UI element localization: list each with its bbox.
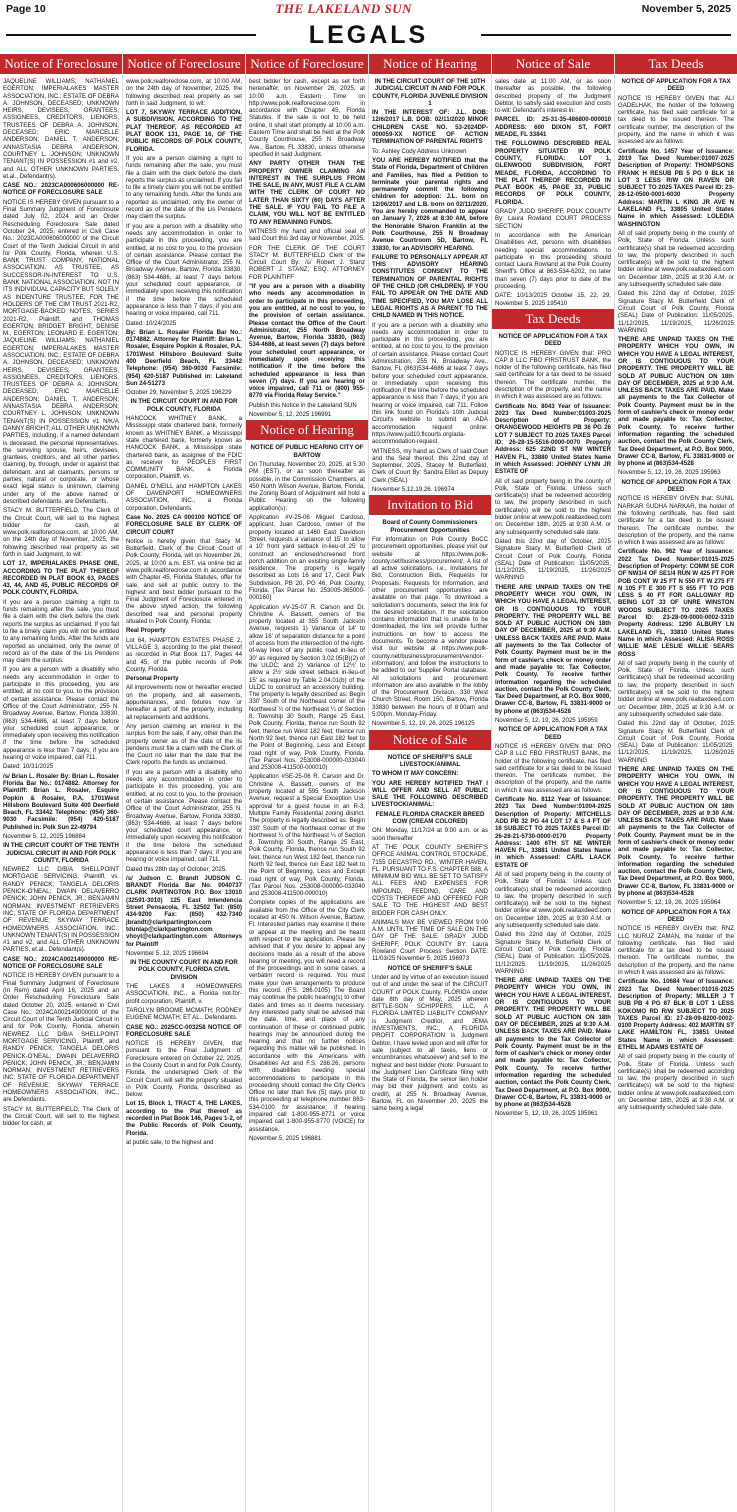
notice-paragraph: On Thursday, November 20, 2025, at 5:30 PM (EST), or as soon thereafter as possible, in the Commission Chambers, at 450 North Wilson Avenue, Bartow, Florida, the Zoning Board of Adjustment will hold a Public Hearing on the following application(s):: [249, 460, 365, 512]
notice-paragraph: FEMALE FLORIDA CRACKER BREED COW (CREAM COLORED): [375, 810, 485, 826]
page-header: [0, 0, 737, 18]
notice-paragraph: GRADY JUDD SHERIFF, POLK COUNTY By: Laura Rowland COURT PROCESS SECTION: [495, 208, 611, 230]
notice-paragraph: Personal Property: [126, 675, 179, 683]
notice-paragraph: DATE: 10/13/2025 October 15, 22, 29, November 5, 2025 195410: [495, 292, 611, 307]
notice-paragraph: THE FOLLOWING DESCRIBED REAL PROPERTY SITUATED IN POLK COUNTY, FLORIDA: LOT 1, GLENWOOD SUBDIVISION, FORT MEADE, FLORIDA, ACCORDING TO THE PLAT THEREOF RECORDED IN PLAT BOOK 45, PAGE 33, PUBLIC RECORDS OF POLK COUNTY, FLORIDA.: [495, 140, 611, 206]
notice-paragraph: TO WHOM IT MAY CONCERN:: [372, 770, 459, 778]
notice-paragraph: All improvements now or hereafter erected on the property, and all easements, appurtenances, and fixtures now or hereafter a part of the property, including all replacements and additions.: [126, 684, 242, 721]
notice-paragraph: Dated this 22nd day of October, 2025 Signature Stacy M. Butterfield Clerk of Circuit Court of Polk County, Florida (SEAL) Date of Publication: 11/05/2025, 11/12/2025, 11/19/2025, 11/26/2025 WARNING: [618, 290, 734, 334]
notice-paragraph: Dated this 22nd day of October, 2025 Signature Stacy M. Butterfield Clerk of Circuit Court of Polk County, Florida (SEAL) Date of Publication: 11/05/2025, 11/12/2025, 11/19/2025, 11/26/2025 WARNING: [618, 720, 734, 764]
notice-paragraph: Application #V-25-06 Miguel Cardoso, applicant, Juan Cardoso, owner of the property located at 1460 East Davidson Street, requests a variance of 15' to allow a 10' front yard setback in-lieu-of 25' to construct an enclosed/screened front porch addition on an existing single-family residence. The property is legally described as Lots 16 and 17, Cecil Park Subdivision, PB 20, PG 46, Polk County, Florida. (Tax Parcel No. 253005-365000-000160): [249, 514, 365, 602]
legal-column: [369, 54, 492, 1512]
notice-paragraph: YOU ARE HEREBY NOTIFIED THAT I WILL OFFER AND SELL AT PUBLIC SALE THE FOLLOWING DESCRIBED LIVESTOCK/ANIMAL:: [372, 779, 488, 809]
notice-paragraph: HANCOCK WHITNEY BANK, a Mississippi state chartered bank, formerly known as WHITNEY BANK, a Mississippi state chartered bank, formerly known as HANCOCK BANK, a Mississippi state chartered bank, as assignee of the FDIC as receiver for PEOPLES FIRST COMMUNITY BANK, a Florida corporation, Plaintiff, vs.: [126, 415, 242, 481]
notice-paragraph: If you are a person claiming a right to funds remaining after the sale, you must file a claim with the clerk before the clerk reports the surplus as unclaimed. If you fail to file a timely claim you will not be entitled to any remaining funds. After the funds are reported as unclaimed, only the owner of record as of the date of the Lis Pendens may claim the surplus.: [3, 598, 119, 665]
notice-paragraph: /s/ Brian L. Rosaler By: Brian L. Rosaler Florida Bar No.: 0174882. Attorney for Plaintiff: Brian L. Rosaler, Esquire Popkin & Rosaler, P.A. 1701West Hillsboro Boulevard Suite 400 Deerfield Beach, FL 33442 Telephone: (954) 360-9030 Facsimile: (954) 420-5187 Published in: Polk Sun 22-49794: [3, 772, 119, 831]
notice-paragraph: If you are a person with a disability who needs any accommodation in order to participate in this proceeding, you are entitled, at no cost to you, to the provision of certain assistance. Please contact the Office of the Court Administrator, 255 N. Broadway Avenue, Bartow, Florida 33830, (863) 534-4686, at least 7 days before your scheduled court appearance, or immediately upon receiving this notification if the time before the scheduled appearance is less than 7 days; if you are hearing or voice impaired, call 711.: [3, 666, 119, 762]
notice-paragraph: THERE ARE UNPAID TAXES ON THE PROPERTY WHICH YOU OWN, IN WHICH YOU HAVE A LEGAL INTEREST, OR IS CONTIGUOUS TO YOUR PROPERTY. THE PROPERTY WILL BE SOLD AT PUBLIC AUCTION ON 18th DAY OF DECEMBER, 2025 at 9:30 A.M. UNLESS BACK TAXES ARE PAID. Make all payments to the Tax Collector of Polk County. Payment must be in the form of cashier's check or money order and made payable to: Tax Collector, Polk County. To receive further information regarding the scheduled auction, contact the Polk County Clerk, Tax Deed Department, at P.O. Box 9000, Drawer CC-8, Bartow, FL 33831-9000 or by phone at (863)534-4528: [618, 766, 734, 898]
notice-paragraph: NOTICE OF SHERIFF'S SALE: [387, 964, 473, 972]
notice-paragraph: STACY M. BUTTERFIELD, The Clerk of the Circuit Court, will sell to the highest bidder for cash, at: [3, 1105, 119, 1128]
issue-date: November 5, 2025: [641, 3, 731, 15]
banner-rule-right: [481, 34, 731, 36]
notice-paragraph: If you are a person with a disability who needs any accommodation in order to participate in this proceeding, you are entitled, at no cost to you, to the provision of certain assistance. Please contact the Office of the Court Administrator, 255 N. Broadway Avenue, Bartow, Florida 33830, (863) 534-4686, at least 7 days before your scheduled court appearance, or immediately upon receiving this notification if the time before the scheduled appearance is less than 7 days; if you are hearing or voice impaired, call 711.: [126, 222, 242, 318]
notice-paragraph: NOTICE OF PUBLIC HEARING CITY OF BARTOW: [250, 444, 364, 459]
column-heading: Notice of Foreclosure: [246, 54, 368, 74]
notice-paragraph: All of said property being in the county of Polk, State of Florida. Unless such certificate(s) shall be redeemed according to law, the property described in such certificate(s) will be sold to the highest bidder online at www.polk.realtaxdeed.com on: December 18th, 2025 at 9:30 A.M. or any subsequently scheduled sale date.: [495, 870, 611, 930]
section-banner: [0, 20, 737, 50]
section-heading: Invitation to Bid: [369, 495, 491, 515]
column-heading: Notice of Foreclosure: [123, 54, 245, 74]
notice-paragraph: CASE NO.: 2024CA002149000000 RE-NOTICE OF FORECLOSURE SALE: [3, 955, 119, 971]
notice-paragraph: CASE NO.: 2025CC-003258 NOTICE OF FORECLOSURE SALE: [126, 1023, 242, 1038]
notice-paragraph: November 5, 12, 2025 196694: [126, 949, 209, 957]
notice-paragraph: If you are a person claiming a right to funds remaining after the sale, you must file a claim with the clerk before the clerk reports the surplus as unclaimed. If you fail to file a timely claim you will not be entitled to any remaining funds. After the funds are reported as unclaimed, only the owner of record as of the date of the Lis Pendens may claim the surplus.: [126, 154, 242, 221]
notice-paragraph: Complete copies of the applications are available from the Office of the City Clerk located at 450 N. Wilson Avenue, Bartow, Fl. Interested parties may examine it there or appear at the meeting and be heard with respect to the application. Please be advised that if you desire to appeal any decisions made as a result of the above hearing or meeting, you will need a record of the proceedings and in some cases, a verbatim record is required. You must make your own arrangements to produce this record. (F.S. 286.0105) The Board may continue the public hearing(s) to other dates and times as it deems necessary. Any interested party shall be advised that the date, time, and place of any continuation of these or continued public hearings may be announced during the hearing and that no further notices regarding this matter will be published. In accordance with the Americans with Disabilities Act and F.S. 286.26, persons with disabilities needing special accommodations to participate in this proceeding should contact the City Clerk's Office no later than five (5) days prior to this proceeding at telephone number 863-534-0100 for assistance; if hearing impaired call 1-800-955-8771 or voice impaired call 1-800-955-8770 (VOICE) for assistance.: [249, 899, 365, 1133]
notice-paragraph: NOTICE IS HEREBY GIVEN, that pursuant to the Final Judgment of Foreclosure entered on October 22, 2025, in the County Court in and for Polk County, Florida, the undersigned Clerk of the Circuit Court, will sell the property situated in Polk County, Florida, described as below:: [126, 1040, 242, 1099]
notice-paragraph: Lot 64, HAMPTON ESTATES PHASE 2, VILLAGE 3, according to the plat thereof as recorded in Plat Book 117, Pages 44 and 45, of the public records of Polk County, Florida.: [126, 636, 242, 673]
notice-paragraph: Notice is hereby given that Stacy M. Butterfield, Clerk of the Circuit Court of Polk County, Florida, will on November 26, 2025, at 10:00 a.m. EST, via online bid at www.polk.realforeclose.com in accordance with Chapter 45, Florida Statutes, offer for sale, and sell at public outcry to the highest and best bidder pursuant to the Final Judgment of Foreclosure entered in the above styled action, the following described real and personal property situated in Polk County, Florida:: [126, 537, 242, 626]
section-heading: Tax Deeds: [492, 309, 614, 329]
notice-paragraph: November 5, 12, 19, 26, 2025 195961: [495, 1110, 598, 1118]
notice-paragraph: NOTICE OF APPLICATION FOR A TAX DEED: [621, 78, 731, 93]
notice-paragraph: November 5, 2025 196881: [249, 1134, 322, 1142]
notice-paragraph: Under and by virtue of an execution issued out of and under the seal of the CIRCUIT COURT of POLK County, FLORIDA under date 8th day of May, 2025 wherein BITTLE-SON SCHIPPERS, LLC, A FLORIDA LIMITED LIABILITY COMPANY is Judgment Creditor, and JEMA INVESTMENTS, INC., A FLORIDA PROFIT CORPORATION is Judgment Debtor, I have levied upon and will offer for sale (subject to all taxes, liens or encumbrances whatsoever) and sell to the highest and best bidder (Note: Pursuant to the Judgment Lien Certificate filing with the State of Florida, the senior lien holder may bid their judgment and costs as credit), at 255 N. Broadway Avenue, Bartow, FL on November 20, 2025 the same being a legal: [372, 973, 488, 1113]
notice-paragraph: THE LAKES II HOMEOWNERS ASSOCIATION, INC., a Florida not-for-profit corporation, Plaintiff, v.: [126, 983, 242, 1005]
notice-paragraph: Board of County Commissioners Procurement Opportunities: [382, 519, 478, 534]
notice-paragraph: THERE ARE UNPAID TAXES ON THE PROPERTY WHICH YOU OWN, IN WHICH YOU HAVE A LEGAL INTEREST, OR IS CONTIGUOUS TO YOUR PROPERTY. THE PROPERTY WILL BE SOLD AT PUBLIC AUCTION ON 18th DAY OF DECEMBER, 2025 at 9:30 A.M. UNLESS BACK TAXES ARE PAID. Make all payments to the Tax Collector of Polk County. Payment must be in the form of cashier's check or money order and made payable to: Tax Collector, Polk County. To receive further information regarding the scheduled auction, contact the Polk County Clerk, Tax Deed Department, at P.O. Box 9000, Drawer CC-8, Bartow, FL 33831-9000 or by phone at (863)534-4528: [495, 583, 611, 715]
legal-column: [492, 54, 615, 1512]
legal-column: [615, 54, 737, 1512]
notice-text: [126, 78, 242, 1146]
newspaper-name: THE LAKELAND SUN: [275, 1, 412, 16]
notice-paragraph: WITNESS my hand and official seal of said Court this 3rd day of November, 2025.: [249, 227, 365, 243]
notice-paragraph: www.polk.realforeclose.com, at 10:00 AM, on the 24th day of November, 2025, the following described real property as set forth in said Judgment, to wit:: [126, 78, 242, 107]
notice-paragraph: To: Ashley Cody Address Unknown: [372, 147, 467, 155]
notice-paragraph: THERE ARE UNPAID TAXES ON THE PROPERTY WHICH YOU OWN, IN WHICH YOU HAVE A LEGAL INTEREST, OR IS CONTIGUOUS TO YOUR PROPERTY. THE PROPERTY WILL BE SOLD AT PUBLIC AUCTION ON 18th DAY OF DECEMBER, 2025 at 9:30 A.M. UNLESS BACK TAXES ARE PAID. Make all payments to the Tax Collector of Polk County. Payment must be in the form of cashier's check or money order and made payable to: Tax Collector, Polk County. To receive further information regarding the scheduled auction, contact the Polk County Clerk, Tax Deed Department, at P.O. Box 9000, Drawer CC-8, Bartow, FL 33831-9000 or by phone at (863)534-4528: [618, 336, 734, 468]
notice-paragraph: ANIMALS MAY BE VIEWED FROM 9:00 A.M. UNTIL THE TIME OF SALE ON THE DAY OF THE SALE. GRADY JUDD SHERIFF, POLK COUNTY BY: Laura Rowland Court Process Section DATE: 11/03/25 November 5, 2025 196973: [372, 918, 488, 963]
notice-paragraph: LOT 7, SKYWAY TERRACE ADDITION, A SUBDIVISION, ACCORDING TO THE PLAT THEREOF, AS RECORDED AT PLAT BOOK 131, PAGE 16, OF THE PUBLIC RECORDS OF POLK COUNTY, FLORIDA.: [126, 109, 242, 153]
page-number: Page 10: [6, 3, 46, 15]
notice-paragraph: IN THE COUNTY COURT IN AND FOR POLK COUNTY, FLORIDA CIVIL DIVISION: [130, 959, 238, 981]
notice-paragraph: STACY M. BUTTERFIELD, The Clerk of the Circuit Court, will sell to the highest bidder for cash, at www.polk.realforeclose.com, at 10:00 AM, on the 24th day of November, 2025, the following described real property as set forth in said Judgment, to wit:: [3, 507, 119, 558]
notice-paragraph: For information on Polk County BoCC procurement opportunities, please visit our website at https://www.polk-county.net/business/procurement/. A list of all active solicitations, i.e., Invitations for Bid, Construction Bids, Requests for Proposals, Requests for Information, and other procurement opportunities are available on that page. To download a solicitation's documents, select the link for the desired solicitation. If the solicitation contains information that is unable to be downloaded, the link will provide further instructions on how to access the documents. To become a vendor please visit our website at https://www.polk-county.net/business/procurement/vendor-information/, and follow the instructions to be added to our Supplier Portal database. All solicitations and procurement information are also available in the lobby of the Procurement Division, 330 West Church Street, Room 150, Bartow, Florida 33830 between the hours of 8:00am and 5:00pm, Monday-Friday.: [372, 535, 488, 719]
notice-paragraph: Application #SE-25-06 R. Carson and Dr. Christine A. Bassett, owners of the property located at 595 South Jackson Avenue, request a Special Exception Use approval for a guest house in an R-3, Multiple Family Residential zoning district. The property is legally described as: Begin 330' South of the Northeast corner of the Northwest ¼ of the Northeast ¼ of Section 8, Township 30 South, Range 25 East, Polk County, Florida, thence run South 92 feet, thence run West 182 feet, thence run North 92 feet, thence run East 182 feet to the Point of Beginning, Less and Except road right of way, Polk County, Florida. (Tax Parcel Nos. 253008-000000-033040 and 253008-411500-000010): [249, 773, 365, 898]
notice-paragraph: NOTICE OF APPLICATION FOR A TAX DEED: [498, 332, 608, 348]
legal-column: [246, 54, 369, 1512]
notice-paragraph: NOTICE OF SHERIFF'S SALE LIVESTOCK/ANIMAL: [387, 753, 473, 768]
section-heading: Notice of Sale: [369, 730, 491, 750]
notice-paragraph: All of said property being in the county of Polk, State of Florida. Unless such certificate(s) shall be redeemed according to law, the property described in such certificate(s) will be sold to the highest bidder online at www.polk.realtaxdeed.com on: December 18th, 2025 at 9:30 A.M. or any subsequently scheduled sale date.: [618, 229, 734, 289]
notice-paragraph: at public sale, to the highest and: [126, 1138, 214, 1146]
notice-paragraph: All of said property being in the county of Polk, State of Florida. Unless such certificate(s) shall be redeemed according to law, the property described in such certificate(s) will be sold to the highest bidder online at www.polk.realtaxdeed.com on: December 18th, 2025 at 9:30 A.M. or any subsequently scheduled sale date.: [618, 1053, 734, 1112]
column-heading: Notice of Foreclosure: [0, 54, 122, 74]
notice-paragraph: best bidder for cash, except as set forth hereinafter, on November 26, 2025, at 10:00 a.m. Eastern Time on http://www.polk.realforeclose.com in accordance with Chapter 45, Florida Statutes. If the sale is not to be held online, it shall start promptly at 10:00 a.m. Eastern Time and shall be held at the Polk County Courthouse, 255 N. Broadway Ave., Bartow, FL 33830, unless otherwise specified in said Judgment.: [249, 78, 365, 158]
notice-paragraph: ON: Monday, 11/17/24 at 9:00 a.m. or as soon thereafter: [372, 827, 488, 842]
notice-text: [3, 78, 119, 1128]
notice-paragraph: Certificate No. 962 Year of Issuance: 2022 Tax Deed Number:01015-2025 Description of Property: COMM SE COR OF NW1/4 OF SE1/4 RUN W 425 FT FOR POB CONT W 25 FT N 550 FT W 275 FT N 105 FT E 300 FT S 655 FT TO POB LESS S 40 FT FOR GALLOWAY RD BEING LOT 33 OF UNRE WINSTON WOODS SUBJECT TO 2025 TAXES Parcel ID: 23-28-09-0000-0002-3310 Property Address: 1290 ALBURY LN LAKELAND FL, 33810 United States Name in which Assessed: ALISA ROSS WILLIE MAE LESLIE WILLIE SEARS ROSS: [618, 548, 734, 658]
notice-paragraph: NOTICE IS HEREBY GIVEN that: PRO CAP 8 LLC FBO FIRSTRUST BANK, the holder of the following certificate, has filed said certificate for a tax deed to be issued thereon. The certificate number, the description of the property, and the name in which it was assessed are as follows:: [495, 349, 611, 401]
notice-paragraph: November 5, 12, 2025 196884: [3, 832, 86, 840]
notice-paragraph: IN THE INTEREST OF: J.L. DOB: 12/6/2017 L.B. DOB: 02/11/2020 MINOR CHILDREN CASE NO. 53-2024DP-000059-XX NOTICE OF ACTION TERMINATION OF PARENTAL RIGHTS: [372, 109, 488, 146]
notice-paragraph: THERE ARE UNPAID TAXES ON THE PROPERTY WHICH YOU OWN, IN WHICH YOU HAVE A LEGAL INTEREST, OR IS CONTIGUOUS TO YOUR PROPERTY. THE PROPERTY WILL BE SOLD AT PUBLIC AUCTION ON 18th DAY OF DECEMBER, 2025 at 9:30 A.M. UNLESS BACK TAXES ARE PAID. Make all payments to the Tax Collector of Polk County. Payment must be in the form of cashier's check or money order and made payable to: Tax Collector, Polk County. To receive further information regarding the scheduled auction, contact the Polk County Clerk, Tax Deed Department, at P.O. Box 9000, Drawer CC-8, Bartow, FL 33831-9000 or by phone at (863)534-4528: [495, 977, 611, 1109]
notice-paragraph: IN THE CIRCUIT COURT OF THE 10TH JUDICIAL CIRCUIT IN AND FOR POLK COUNTY, FLORIDA JUVENILE DIVISION 1: [372, 78, 488, 107]
notice-text: [618, 78, 734, 1112]
notice-text: [495, 78, 611, 1118]
notice-paragraph: By: Brian L. Rosaler Florida Bar No.: 0174882. Attorney for Plaintiff: Brian L. Rosaler, Esquire Popkin & Rosaler, P.A. 1701West Hillsboro Boulevard Suite 400 Deerfield Beach, FL 33442 Telephone: (954) 360-9030 Facsimile: (954) 420-5187 Published in: Lakeland Sun 24-51273: [126, 328, 242, 387]
notice-paragraph: November 5, 12, 19, 26, 2025 195963: [618, 469, 721, 477]
legal-column: [0, 54, 123, 1512]
notice-paragraph: Dated this 28th day of October, 2025.: [126, 865, 227, 873]
notice-paragraph: IN THE CIRCUIT COURT IN AND FOR POLK COUNTY, FLORIDA: [130, 398, 238, 413]
notice-paragraph: Dated: 10/24/2025: [126, 319, 177, 327]
notice-paragraph: November 5, 12, 19, 26, 2025 195959: [495, 717, 598, 725]
notice-paragraph: NEWREZ LLC D/B/A SHELLPOINT MORTGAGE SERVICING, Plaintiff, vs. RANDY PENICK; TANGELA DELORIS PENICK-O'NEAL; DWAIN DELAVERRO PENICK; JOHN PENICK, JR.; BENJAMIN NORMAN; INVESTMENT RETRIEVERS INC; STATE OF FLORIDA DEPARTMENT OF REVENUE; SKYWAY TERRACE HOMEOWNERS ASSOCIATION, INC.; UNKNOWN TENANT(S) IN POSSESSION #1 and #2, and ALL OTHER UNKNOWN PARTIES, et.al., Defendant(s).: [3, 866, 119, 954]
notice-paragraph: Certificate No. 8043 Year of Issuance: 2023 Tax Deed Number:01003-2025 Description of Property: ORANGEWOOD HEIGHTS PB 36 PG 26 LOT 7 SUBJECT TO 2025 TAXES Parcel ID: 26-28-15-5516-0000-0070 Property Address: 625 22ND ST NW WINTER HAVEN FL, 33880 United States Name in which Assessed: JOHNNY LYNN JR ESTATE OF: [495, 402, 611, 476]
notice-paragraph: NOTICE IS HEREBY GIVEN that: RNZ LLC NURUZ ZAMAN, the holder of the following certificate, has filed said certificate for a tax deed to be issued thereon. The certificate number, the description of the property, and the name in which it was assessed are as follows:: [618, 925, 734, 977]
notice-paragraph: All of said property being in the county of Polk, State of Florida. Unless such certificate(s) shall be redeemed according to law, the property described in such certificate(s) will be sold to the highest bidder online at www.polk.realtaxdeed.com on: December 18th, 2025 at 9:30 A.M. or any subsequently scheduled sale date.: [495, 477, 611, 536]
notice-paragraph: FOR THE CLERK OF THE COURT STACY M. BUTTERFIELD Clerk of the Circuit Court By: /s/ Robert J. Stanz ROBERT J. STANZ, ESQ. ATTORNEY FOR PLAINTIFF: [249, 244, 365, 281]
notice-paragraph: WITNESS, my hand as Clerk of said Court and the Seal thereof, this 22nd day of September, 2025, Stacey M. Butterfield, Clerk of Court By: Sandra Elliot as Deputy Clerk (SEAL): [372, 447, 488, 484]
notice-paragraph: NOTICE IS HEREBY GIVEN that: ALI GADELHAK, the holder of the following certificate, has filed said certificate for a tax deed to be issued thereon. The certificate number, the description of the property, and the name in which it was assessed are as follows:: [618, 94, 734, 146]
notice-paragraph: Case No. 2025 CA 000100 NOTICE OF FORECLOSURE SALE BY CLERK OF CIRCUIT COURT: [126, 513, 242, 536]
legal-column: [123, 54, 246, 1512]
notice-paragraph: Certificate No. 8112 Year of Issuance: 2023 Tax Deed Number:01004-2025 Description of Property: MITCHELLS ADD PB 32 PG 44 LOT 17 & S 4 FT OF 16 SUBJECT TO 2025 TAXES Parcel ID: 26-28-21-5730-0000-0170 Property Address: 1400 6TH ST NE WINTER HAVEN FL, 33881 United States Name in which Assessed: CARL LAACK ESTATE OF: [495, 796, 611, 869]
notice-paragraph: LOT 17, IMPERIALAKES PHASE ONE, ACCORDING TO THE PLAT THEREOF RECORDED IN PLAT BOOK 63, PAGES 43, 44, AND 45, PUBLIC RECORDS OF POLK COUNTY, FLORIDA.: [3, 560, 119, 597]
notice-paragraph: November 5, 12, 2025 196991: [249, 411, 332, 419]
notice-paragraph: Any person claiming an interest in the surplus from the sale, if any, other than the property owner as of the date of the lis pendens must file a claim with the Clerk of the Court no later than the date that the Clerk reports the funds as unclaimed.: [126, 722, 242, 767]
notice-paragraph: /s/ Judson C. Brandt JUDSON C. BRANDT Florida Bar No. 0040737 CLARK PARTINGTON P.O. Box 13010 (32591-3010) 125 East Intendencia Street Pensacola, FL 32502 Tel: (850) 434-9200 Fax: (850) 432-7340 jbrandt@clarkpartington.com tdunlap@clarkpartington.com vhoyt@clarkpartington.com Attorneys for Plaintiff: [126, 874, 242, 948]
notice-text: [249, 78, 365, 1142]
notice-paragraph: YOU ARE HEREBY NOTIFIED that the State of Florida, Department of Children and Families, has filed a Petition to terminate your parental rights and permanently commit the following children for adoption: J.L. born on 12/06/2017 and L.B. born on 02/11/2020. You are hereby commanded to appear on January 7, 2026 at 8:30 AM, before the Honorable Sharon Franklin at the Polk Courthouse, 255 N Broadway Avenue Courtroom 5D, Bartow, FL 33830, for an ADVISORY HEARING.: [372, 156, 488, 252]
column-heading: Tax Deeds: [615, 54, 737, 74]
notice-paragraph: JAQUELINE WILLIAMS; NATHANIEL EGERTON; IMPERIALAKES MASTER ASSOCIATION, INC.; ESTATE OF DEBRA A. JOHNSON, DECEASED; UNKNOWN HEIRS, DEVISEES, GRANTEES, ASSIGNEES, CREDITORS, LIENORS, TRUSTEES OF DEBRA A. JOHNSON, DECEASED; ERIC MARCELLE ANDERSON; DANIEL T. ANDERSON; ANNASTASIA DEBRA ANDERSON; COURTNEY L. JOHNSON; UNKNOWN TENANT(S) IN POSSESSION #1 and #2, and ALL OTHER UNKNOWN PARTIES, et.al., Defendant(s).: [3, 78, 119, 180]
notice-paragraph: November 5, 12, 19, 26, 2025 196125: [372, 720, 475, 728]
notice-paragraph: Certificate No. 1457 Year of Issuance: 2019 Tax Deed Number:01007-2025 Description of Property: THOMPSONS FRANK H RESUB PB 5 PG 9 BLK 16 LOT 3 LESS R/W ON RAVEN DR SUBJECT TO 2025 TAXES Parcel ID: 23-28-12-0500-0001-6030 Property Address: MARTIN L KING JR AVE N LAKELAND FL, 33805 United States Name in which Assessed: LOLEDIA WASHINGTON: [618, 147, 734, 228]
notice-paragraph: November 5,12,19,26. 196974: [372, 486, 455, 494]
section-heading: Notice of Hearing: [246, 420, 368, 440]
notice-paragraph: DANIEL O'NEILL and HAMPTON LAKES OF DAVENPORT HOMEOWNERS ASSOCIATION, INC., a Florida corporation, Defendants.: [126, 482, 242, 512]
notice-paragraph: NOTICE IS HEREBY GIVEN pursuant to a Final Summary Judgment of Foreclosure (In Rem) dated April 16, 2025 and an Order Rescheduling Foreclosure Sale dated October 20, 2025, entered in Civil Case No.: 2024CA002149000000 of the Circuit Court of the Tenth Judicial Circuit in and for Polk County, Florida, wherein NEWREZ LLC D/B/A SHELLPOINT MORTGAGE SERVICING, Plaintiff, and RANDY PENICK; TANGELA DELORIS PENICK-O'NEAL; DWAIN DELAVERRO PENICK; JOHN PENICK, JR.; BENJAMIN NORMAN; INVESTMENT RETRIEVERS INC; STATE OF FLORIDA DEPARTMENT OF REVENUE; SKYWAY TERRACE HOMEOWNERS ASSOCIATION, INC., are Defendants.: [3, 972, 119, 1104]
notice-paragraph: NOTICE IS HEREBY GIVEN that: PRO CAP 8 LLC FBO FIRSTRUST BANK, the holder of the following certificate, has filed said certificate for a tax deed to be issued thereon. The certificate number, the description of the property, and the name in which it was assessed are as follows:: [495, 742, 611, 794]
notice-text: [372, 78, 488, 1113]
notice-paragraph: If you are a person with a disability who needs any accommodation in order to participate in this proceeding, you are entitled, at no cost to you, to the provision of certain assistance. Please contact Court Administration, 255 N. Broadway Ave., Bartow, FL (863)534-4686 at least 7 days before your scheduled court appearance, or immediately upon receiving this notification if the time before the scheduled appearance is less than 7 days; if you are hearing or voice impaired, call 711. Follow this link found on Florida's 10th Judicial Circuit's website to submit an ADA accommodation request online: https://www.jud10.flcourts.org/ada-accommodation-request: [372, 321, 488, 446]
notice-paragraph: NOTICE OF APPLICATION FOR A TAX DEED: [498, 726, 608, 741]
notice-paragraph: If you are a person with a disability who needs any accommodation in order to participate in this proceeding, you are entitled, at no cost to you, to the provision of certain assistance. Please contact the Office of the Court Administrator, 255 N. Broadway Avenue, Bartow, Florida 33830, (863) 534-4686, at least 7 days before your scheduled court appearance, or immediately upon receiving this notification if the time before the scheduled appearance is less than 7 days; if you are hearing or voice impaired, call 711.: [126, 768, 242, 864]
notice-paragraph: Dated: 10/31/2025: [3, 763, 54, 771]
section-title: LEGALS: [308, 21, 429, 49]
notice-paragraph: Dated this 22nd day of October, 2025 Signature Stacy M. Butterfield Clerk of Circuit Court of Polk County, Florida (SEAL) Date of Publication: 11/05/2025, 11/12/2025, 11/19/2025, 11/26/2025 WARNING: [495, 537, 611, 582]
notice-paragraph: FAILURE TO PERSONALLY APPEAR AT THIS ADVISORY HEARING CONSTITUTES CONSENT TO THE TERMINATION OF PARENTAL RIGHTS OF THE CHILD (OR CHILDREN). IF YOU FAIL TO APPEAR ON THE DATE AND TIME SPECIFIED, YOU MAY LOSE ALL LEGAL RIGHTS AS A PARENT TO THE CHILD NAMED IN THIS NOTICE.: [372, 253, 488, 320]
notice-paragraph: Publish this Notice in the Lakeland SUN: [249, 401, 357, 409]
column-heading: Notice of Sale: [492, 54, 614, 74]
notice-paragraph: sales date at 11:00 AM, or as soon thereafter as possible, the following described property of the Judgment Debtor, to satisfy said execution and costs to-wit: Defendant's interest in:: [495, 78, 611, 115]
notice-paragraph: Application #V-25-07 R. Carson and Dr. Christine A. Bassett, owners of the property located at 355 South Jackson Avenue, requests 1) Variance of 14' to allow 16' of separation distance for a point of access from the intersection of the right-of-way lines of any public road in-lieu of 30' as required by Section 3.02.05(B)(2) of the ULDC; and 2) Variance of 12½' to allow a 2½' side street setback in-lieu-of 15' as required by Table 2.04.01(b) of the ULDC to construct an accessory building. The property is legally described as: Begin 330' South of the Northeast corner of the Northwest ¼ of the Northeast ¼ of Section 8, Township 30 South, Range 25 East, Polk County, Florida, thence run South 92 feet, thence run West 182 feet, thence run North 92 feet, thence run East 182 feet to the Point of Beginning, Less and Except road right of way, Polk County, Florida. (Tax Parcel Nos. 253008-000000-033040 and 253008-411500-000010): [249, 603, 365, 772]
notice-paragraph: AT THE POLK COUNTY SHERIFF'S OFFICE ANIMAL CONTROL STOCKADE, 7155 DECASTRO RD., WINTER HAVEN, FL. PURSUANT TO F.S. CHAPTER 588, A MINIMUM BID WILL BE SET TO SATISFY ALL FEES AND EXPENSES FOR IMPOUND, FEEDING, CARE AND COSTS THEREOF AND OFFERED FOR SALE TO THE HIGHEST AND BEST BIDDER FOR CASH ONLY.: [372, 843, 488, 917]
notice-paragraph: Dated this 22nd day of October, 2025 Signature Stacy M. Butterfield Clerk of Circuit Court of Polk County, Florida (SEAL) Date of Publication: 11/05/2025, 11/12/2025, 11/19/2025, 11/26/2025 WARNING: [495, 931, 611, 975]
notice-paragraph: NOTICE IS HEREBY GIVEN that: SUNIL NARKAR SUDHA NARKAR, the holder of the following certificate, has filed said certificate for a tax deed to be issued thereon. The certificate number, the description of the property, and the name in which it was assessed are as follows:: [618, 495, 734, 547]
notice-paragraph: All of said property being in the county of Polk, State of Florida. Unless such certificate(s) shall be redeemed according to law, the property described in such certificate(s) will be sold to the highest bidder online at www.polk.realtaxdeed.com on: December 18th, 2025 at 9:30 A.M. or any subsequently scheduled sale date.: [618, 659, 734, 718]
notice-paragraph: ANY PARTY OTHER THAN THE PROPERTY OWNER CLAIMING AN INTEREST IN THE SURPLUS FROM THE SALE, IN ANY, MUST FILE A CLAIM WITH THE CLERK OF COURT NO LATER THAN SIXTY (60) DAYS AFTER THE SALE. IF YOU FAIL TO FILE A CLAIM, YOU WILL NOT BE ENTITLED TO ANY REMAINING FUNDS.: [249, 160, 365, 226]
notice-paragraph: CASE NO.: 2023CA000606000000 RE-NOTICE OF FORECLOSURE SALE: [3, 182, 119, 197]
notice-paragraph: IN THE CIRCUIT COURT OF THE TENTH JUDICIAL CIRCUIT IN AND FOR POLK COUNTY, FLORIDA: [3, 842, 119, 864]
notice-paragraph: October 29, November 5, 2025 196229: [126, 389, 232, 397]
notice-paragraph: Lot 15, Block 1, TRACT 4, THE LAKES, according to the Plat thereof as recorded in Plat Book 146, Pages 1-2, of the Public Records of Polk County, Florida.: [126, 1100, 242, 1137]
notice-paragraph: PARCEL ID: 25-31-35-486800-000010 ADDRESS: 600 DIXON ST, FORT MEADE, FL 33841: [495, 116, 611, 139]
notice-paragraph: TAROLYN BROOME MCMATH; RODNEY EUGENE MCMATH; ET AL., Defendants.: [126, 1006, 242, 1022]
legal-columns: [0, 54, 737, 1512]
notice-paragraph: Real Property: [126, 627, 166, 635]
notice-paragraph: In accordance with the American Disabilities Act, persons with disabilities needing special accommodations to participate in this proceeding should contact Laura Rowland at the Polk County Sheriff's Office at 863-534-6202, no later than seven (7) days prior to date of the proceeding.: [495, 231, 611, 291]
notice-paragraph: November 5, 12, 19, 26, 2025 195964: [618, 899, 721, 907]
notice-paragraph: NOTICE OF APPLICATION FOR A TAX DEED: [621, 478, 731, 494]
notice-paragraph: NOTICE OF APPLICATION FOR A TAX DEED: [621, 908, 731, 923]
notice-paragraph: "If you are a person with a disability who needs any accommodation in order to participate in this proceeding, you are entitled, at no cost to you, to the provision of certain assistance. Please contact the Office of the Court Administrator, 255 North Broadway Avenue, Bartow, Florida 33830, (863) 534-4686, at least seven (7) days before your scheduled court appearance, or immediately upon receiving this notification if the time before the scheduled appearance is less than seven (7) days. If you are hearing or voice impaired, call 711 or (800) 955-8770 via Florida Relay Service.": [249, 283, 365, 400]
notice-paragraph: Certificate No. 10684 Year of Issuance: 2023 Tax Deed Number:01016-2025 Description of Property: MILLER J T SUB PB 4 PG 87 BLK B LOT 1 LESS KOKOMO RD R/W SUBJECT TO 2025 TAXES Parcel ID: 27-28-09-8200-0002-0100 Property Address: 402 MARTIN ST LAKE HAMILTON FL, 33851 United States Name in which Assessed: ETHEL M ADAMS ESTATE OF: [618, 978, 734, 1051]
column-heading: Notice of Hearing: [369, 54, 491, 74]
notice-paragraph: NOTICE IS HEREBY GIVEN pursuant to a Final Summary Judgment of Foreclosure dated July 02, 2024 and an Order Rescheduling Foreclosure Sale dated October 24, 2025, entered in Civil Case No.: 2023CA000606000000 of the Circuit Court of the Tenth Judicial Circuit in and for Polk County, Florida, wherein U.S. BANK TRUST COMPANY, NATIONAL ASSOCIATION, AS TRUSTEE, AS SUCCESSOR-IN-INTEREST TO U.S. BANK NATIONAL ASSOCIATION, NOT IN ITS INDIVIDUAL CAPACITY BUT SOLELY AS INDENTURE TRUSTEE, FOR THE HOLDERS OF THE CIM TRUST 2021-R2, MORTGAGE-BACKED NOTES, SERIES 2021-R2, Plaintiff, and THOMAS EGERTON; BRIDGET BRIGHT; DENISE M., EGERTON; LEONARD E. EGERTON; JAQUELINE WILLIAMS; NATHANIEL EGERTON; IMPERIALAKES MASTER ASSOCIATION, INC.; ESTATE OF DEBRA A. JOHNSON, DECEASED; UNKNOWN HEIRS, DEVISEES, GRANTEES, ASSIGNEES, CREDITORS, LIENORS, TRUSTEES OF DEBRA A. JOHNSON, DECEASED; ERIC MARCELLE ANDERSON; DANIEL T. ANDERSON; ANNASTASIA DEBRA ANDERSON; COURTNEY L. JOHNSON; UNKNOWN TENANT(S) IN POSSESSION #1 N/K/A DANNY BRIGHT; ALL OTHER UNKNOWN PARTIES, including, if a named defendant is deceased, the personal representatives, the surviving spouse, heirs, devisees, grantees, creditors, and all other parties claiming, by, through, under or against that defendant, and all claimants, persons or parties, natural or corporate, or whose exact legal status is unknown, claiming under any of the above named or described defendants, are Defendants.: [3, 198, 119, 505]
